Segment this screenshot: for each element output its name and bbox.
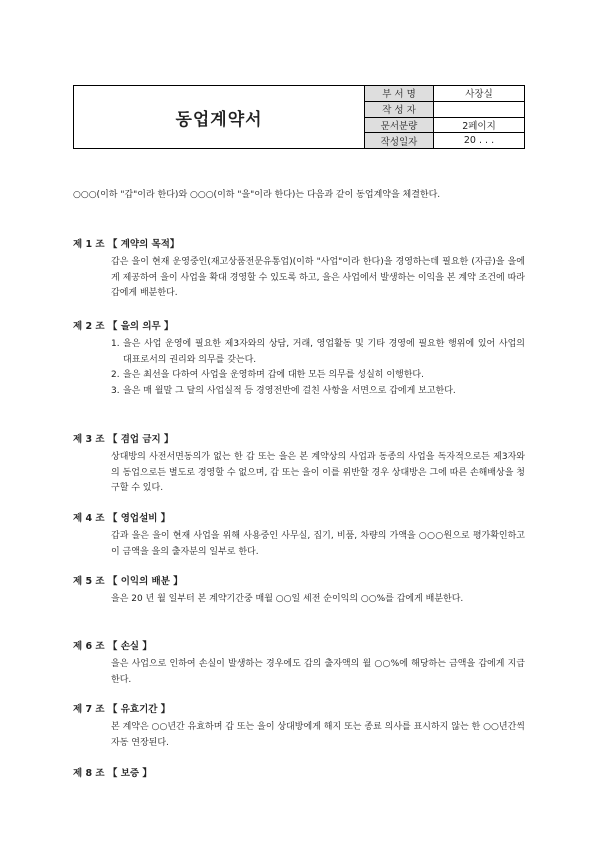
- article-3: [73, 433, 525, 497]
- article-7: [73, 703, 525, 751]
- article-heading: [73, 433, 525, 447]
- list-number: 3.: [111, 385, 120, 396]
- list-item: [111, 368, 525, 384]
- article-1: [73, 238, 525, 302]
- article-heading: [73, 703, 525, 717]
- article-4: [73, 512, 525, 560]
- meta-row-author: [365, 102, 524, 118]
- list-item: [111, 384, 525, 400]
- meta-row-department: [365, 86, 524, 102]
- article-number: 제 8 조: [73, 768, 105, 779]
- article-8: [73, 767, 525, 781]
- article-number: 제 3 조: [73, 434, 105, 445]
- meta-label: 작 성 자: [365, 102, 434, 117]
- article-number: 제 2 조: [73, 321, 105, 332]
- list-number: 2.: [111, 370, 120, 380]
- article-title: 【 유효기간 】: [107, 704, 171, 715]
- article-number: 제 7 조: [73, 704, 105, 715]
- article-title: 【 보증 】: [107, 768, 152, 779]
- meta-row-pages: [365, 118, 524, 134]
- article-number: 제 6 조: [73, 641, 105, 652]
- intro-paragraph: ○○○(이하 "갑"이라 한다)와 ○○○(이하 "을"이라 한다)는 다음과 같이 동업계약을 체결한다.: [73, 190, 441, 200]
- list-number: 1.: [111, 339, 120, 349]
- meta-value: 20 . . .: [463, 135, 495, 147]
- list-text: 을은 최선을 다하여 사업을 운영하며 갑에 대한 모든 의무를 성실히 이행한다.: [123, 370, 424, 380]
- obligation-list: [111, 337, 525, 399]
- article-title: 【 손실 】: [107, 641, 152, 652]
- article-heading: [73, 640, 525, 654]
- article-number: 제 4 조: [73, 513, 105, 524]
- article-5: [73, 575, 525, 608]
- article-heading: [73, 767, 525, 781]
- article-title: 【 을의 의무 】: [107, 321, 174, 332]
- meta-row-date: [365, 133, 524, 148]
- list-text: 을은 사업 운영에 필요한 제3자와의 상담, 거래, 영업활동 및 기타 경영에 필요한 행위에 있어 사업의 대표로서의 권리와 의무를 갖는다.: [123, 339, 525, 365]
- meta-table: [365, 86, 524, 148]
- meta-value: 2페이지: [462, 120, 496, 132]
- meta-label: 작성일자: [365, 133, 434, 148]
- meta-label: 문서분량: [365, 118, 434, 133]
- article-heading: [73, 512, 525, 526]
- article-heading: [73, 238, 525, 252]
- article-body: 을은 사업으로 인하여 손실이 발생하는 경우에도 갑의 출자액의 월 ○○%에 해당하는 금액을 갑에게 지급한다.: [111, 659, 525, 685]
- meta-label: 부 서 명: [365, 86, 434, 101]
- article-number: 제 1 조: [73, 239, 105, 250]
- article-body: [111, 337, 525, 399]
- meta-value: 사장실: [465, 89, 493, 101]
- article-title: 【 계약의 목적】: [107, 239, 180, 250]
- article-title: 【 겸업 금지 】: [107, 434, 174, 445]
- article-body: 을은 20 년 월 일부터 본 계약기간중 매월 ○○일 세전 순이익의 ○○%를 갑에게 배분한다.: [111, 594, 464, 604]
- article-heading: [73, 320, 525, 334]
- article-body: 갑과 을은 을이 현재 사업을 위해 사용중인 사무실, 집기, 비품, 차량의 가액을 ○○○원으로 평가확인하고 이 금액을 을의 출자분의 일부로 한다.: [111, 531, 525, 557]
- article-heading: [73, 575, 525, 589]
- meta-value: [434, 102, 524, 117]
- document-header: [73, 85, 525, 149]
- article-2: [73, 320, 525, 399]
- list-item: [111, 337, 525, 368]
- article-6: [73, 640, 525, 688]
- article-title: 【 영업설비 】: [107, 513, 171, 524]
- document-title: 동업계약서: [74, 86, 365, 148]
- article-body: 본 계약은 ○○년간 유효하며 갑 또는 을이 상대방에게 해지 또는 종료 의사를 표시하지 않는 한 ○○년간씩 자동 연장된다.: [111, 722, 525, 748]
- article-body: 상대방의 사전서면동의가 없는 한 갑 또는 을은 본 계약상의 사업과 동종의 사업을 독자적으로든 제3자와의 동업으로든 별도로 경영할 수 없으며, 갑 또는 을이 이를 위반할 경우 상대방은 그에 따른 손해배상을 청구할 수 있다.: [111, 452, 525, 493]
- article-number: 제 5 조: [73, 576, 105, 587]
- article-body: 갑은 을이 현재 운영중인(재고상품전문유통업)(이하 "사업"이라 한다)을 경영하는데 필요한 (자금)을 을에게 제공하여 을이 사업을 확대 경영할 수 있도록 하고, 을은 사업에서 발생하는 이익을 본 계약 조건에 따라 갑에게 배분한다.: [111, 257, 525, 298]
- article-title: 【 이익의 배분 】: [107, 576, 183, 587]
- list-text: 을은 매 월말 그 달의 사업실적 등 경영전반에 걸친 사항을 서면으로 갑에게 보고한다.: [123, 385, 456, 396]
